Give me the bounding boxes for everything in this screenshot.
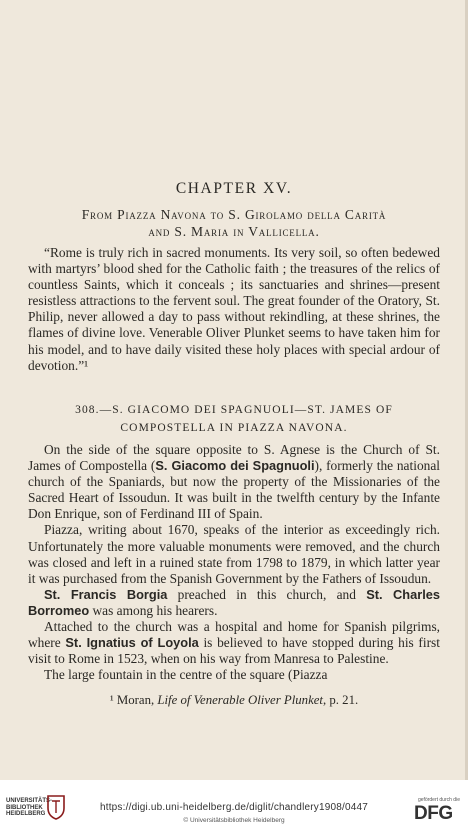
section-heading-line2: COMPOSTELLA IN PIAZZA NAVONA. <box>120 422 348 434</box>
chapter-heading: CHAPTER XV. <box>175 180 293 197</box>
bold-name: St. Ignatius of Loyola <box>65 635 199 651</box>
para-text: preached in this church, and <box>167 586 367 602</box>
para-text: is believed to have stopped during his first visit to Rome in 1523, when on his way from Manresa to Palestine. <box>28 635 440 667</box>
logo-text: UNIVERSITÄTS- <box>6 798 53 804</box>
footnote <box>0 693 468 708</box>
paragraph-fountain: The large fountain in the centre of the square (Piazza <box>44 667 328 683</box>
dfg-caption: gefördert durch die <box>418 797 460 803</box>
copyright-text: © Universitätsbibliothek Heidelberg <box>183 817 285 824</box>
permalink-url[interactable]: https://digi.ub.uni-heidelberg.de/diglit/chandlery1908/0447 <box>99 802 369 813</box>
logo-text: BIBLIOTHEK <box>6 804 43 811</box>
para-text: was among his hearers. <box>89 602 218 618</box>
intro-paragraph-text: “Rome is truly rich in sacred monuments. Its very soil, so often bedewed with martyrs’ blood shed for the Catholic faith ; the treasures of the relics of countless Saints, which it conceals ; its sanctuaries and shrines—present resistless attractions to the fervent soul. The great founder of the Oratory, St. Philip, never allowed a day to pass without rekindling, at these shrines, the flames of divine love. Venerable Oliver Plunket seems to have taken him for his model, and to have daily visited these holy places with special ardour of devotion.”¹ <box>28 245 440 373</box>
bold-name: St. Francis Borgia <box>44 586 168 602</box>
chapter-title-line2: and S. Maria in Vallicella. <box>148 224 320 239</box>
footnote-text: ¹ Moran, <box>109 693 158 707</box>
chapter-title-line1: From Piazza Navona to S. Girolamo della Carità <box>81 207 387 222</box>
para-text: Attached to the church was a hospital and home for Spanish pilgrims, where <box>28 619 440 651</box>
section-heading-line1: 308.—S. GIACOMO DEI SPAGNUOLI—ST. JAMES OF <box>75 404 393 416</box>
footnote-text: , p. 21. <box>322 693 359 707</box>
paragraph-hospital <box>28 619 440 667</box>
logo-text: HEIDELBERG <box>6 811 46 817</box>
paragraph-piazza: Piazza, writing about 1670, speaks of the interior as exceedingly rich. Unfortunately the more valuable monuments were removed, and the church was closed and left in a ruined state from 1798 to 1879, in which latter year it was purchased from the Spanish Government by the Fathers of Issoudun. <box>28 522 440 586</box>
bold-name: S. Giacomo dei Spagnuoli <box>155 458 315 474</box>
paragraph-borgia <box>28 587 440 619</box>
section-body <box>28 442 440 683</box>
para-text: On the side of the square opposite to S. Agnese is the Church of St. James of Compostella ( <box>28 442 440 474</box>
para-text: ), formerly the national church of the Spaniards, but now the property of the Missionaries of the Sacred Heart of Issoudun. It was built in the twelfth century by the Infante Don Enrique, son of Ferdinand III of Spain. <box>28 458 440 522</box>
footnote-title: Life of Venerable Oliver Plunket <box>157 693 323 707</box>
bold-name: St. Charles Borromeo <box>28 586 440 618</box>
paragraph-church <box>28 442 440 522</box>
dfg-logo[interactable]: DFG <box>414 803 453 824</box>
intro-paragraph <box>28 245 440 374</box>
